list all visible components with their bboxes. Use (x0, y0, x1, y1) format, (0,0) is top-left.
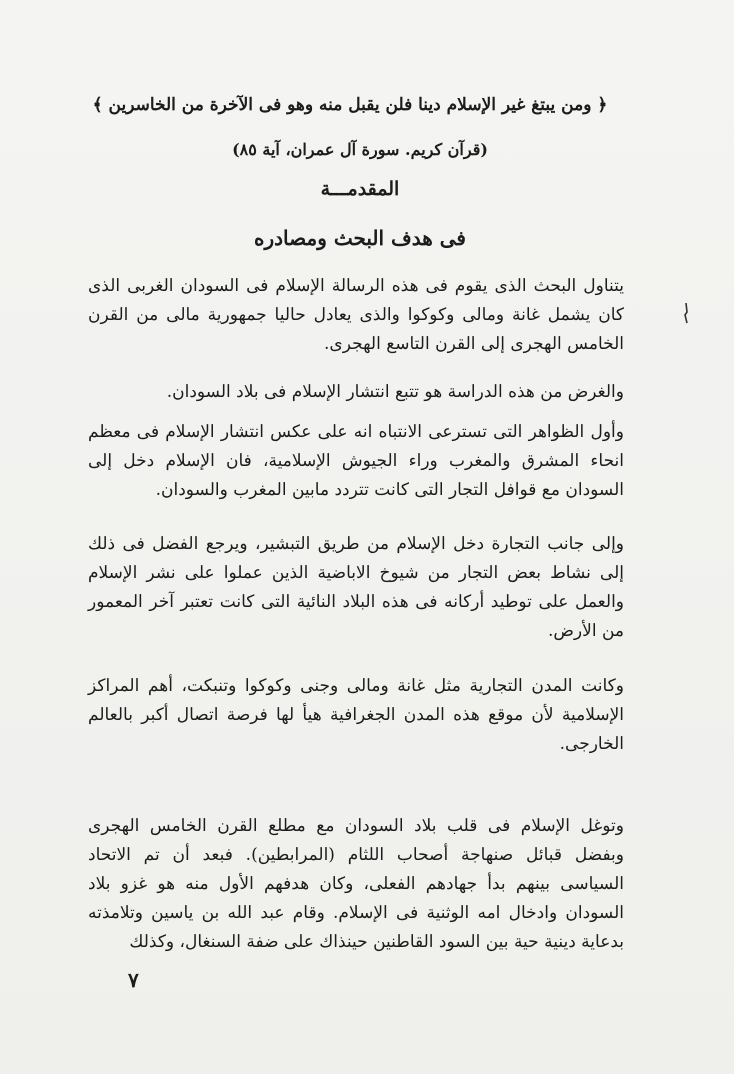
paragraph: وإلى جانب التجارة دخل الإسلام من طريق التبشير، ويرجع الفضل فى ذلك إلى نشاط بعض التجار من شيوخ الاباضية الذين عملوا على نشر الإسلام والعمل على توطيد أركانه فى هذه البلاد النائية التى كانت تعتبر آخر المعمور من الأرض. (88, 534, 624, 641)
section-title: المقدمـــة (320, 178, 400, 200)
paragraph: والغرض من هذه الدراسة هو تتبع انتشار الإسلام فى بلاد السودان. (166, 382, 624, 402)
quran-quote: ﴿ ومن يبتغ غير الإسلام دينا فلن يقبل منه وهو فى الآخرة من الخاسرين ﴾ (92, 95, 608, 115)
paragraph: وأول الظواهر التى تسترعى الانتباه انه على عكس انتشار الإسلام فى معظم انحاء المشرق والمغرب وراء الجيوش الإسلامية، فان الإسلام دخل إلى السودان مع قوافل التجار التى كانت تتردد مابين المغرب والسودان. (88, 422, 624, 500)
margin-pen-mark (682, 302, 690, 324)
paragraph: يتناول البحث الذى يقوم فى هذه الرسالة الإسلام فى السودان الغربى الذى كان يشمل غانة ومالى وكوكوا والذى يعادل حاليا جمهورية مالى من القرن الخامس الهجرى إلى القرن التاسع الهجرى. (88, 276, 624, 354)
paragraph: وكانت المدن التجارية مثل غانة ومالى وجنى وكوكوا وتنبكت، أهم المراكز الإسلامية لأن موقع هذه المدن الجغرافية هيأ لها فرصة اتصال أكبر بالعالم الخارجى. (88, 676, 624, 754)
paragraph: وتوغل الإسلام فى قلب بلاد السودان مع مطلع القرن الخامس الهجرى وبفضل قبائل صنهاجة أصحاب اللثام (المرابطين). فبعد أن تم الاتحاد السياسى بينهم بدأ جهادهم الفعلى، وكان هدفهم الأول منه هو غزو بلاد السودان وادخال امه الوثنية فى الإسلام. وقام عبد الله بن ياسين وتلامذته بدعاية دينية حية بين السود القاطنين حينذاك على ضفة السنغال، وكذلك (88, 816, 624, 952)
quote-source: (قرآن كريم. سورة آل عمران، آية ٨٥) (232, 140, 488, 159)
page-number: ٧ (128, 968, 139, 992)
section-subtitle: فى هدف البحث ومصادره (254, 226, 466, 250)
